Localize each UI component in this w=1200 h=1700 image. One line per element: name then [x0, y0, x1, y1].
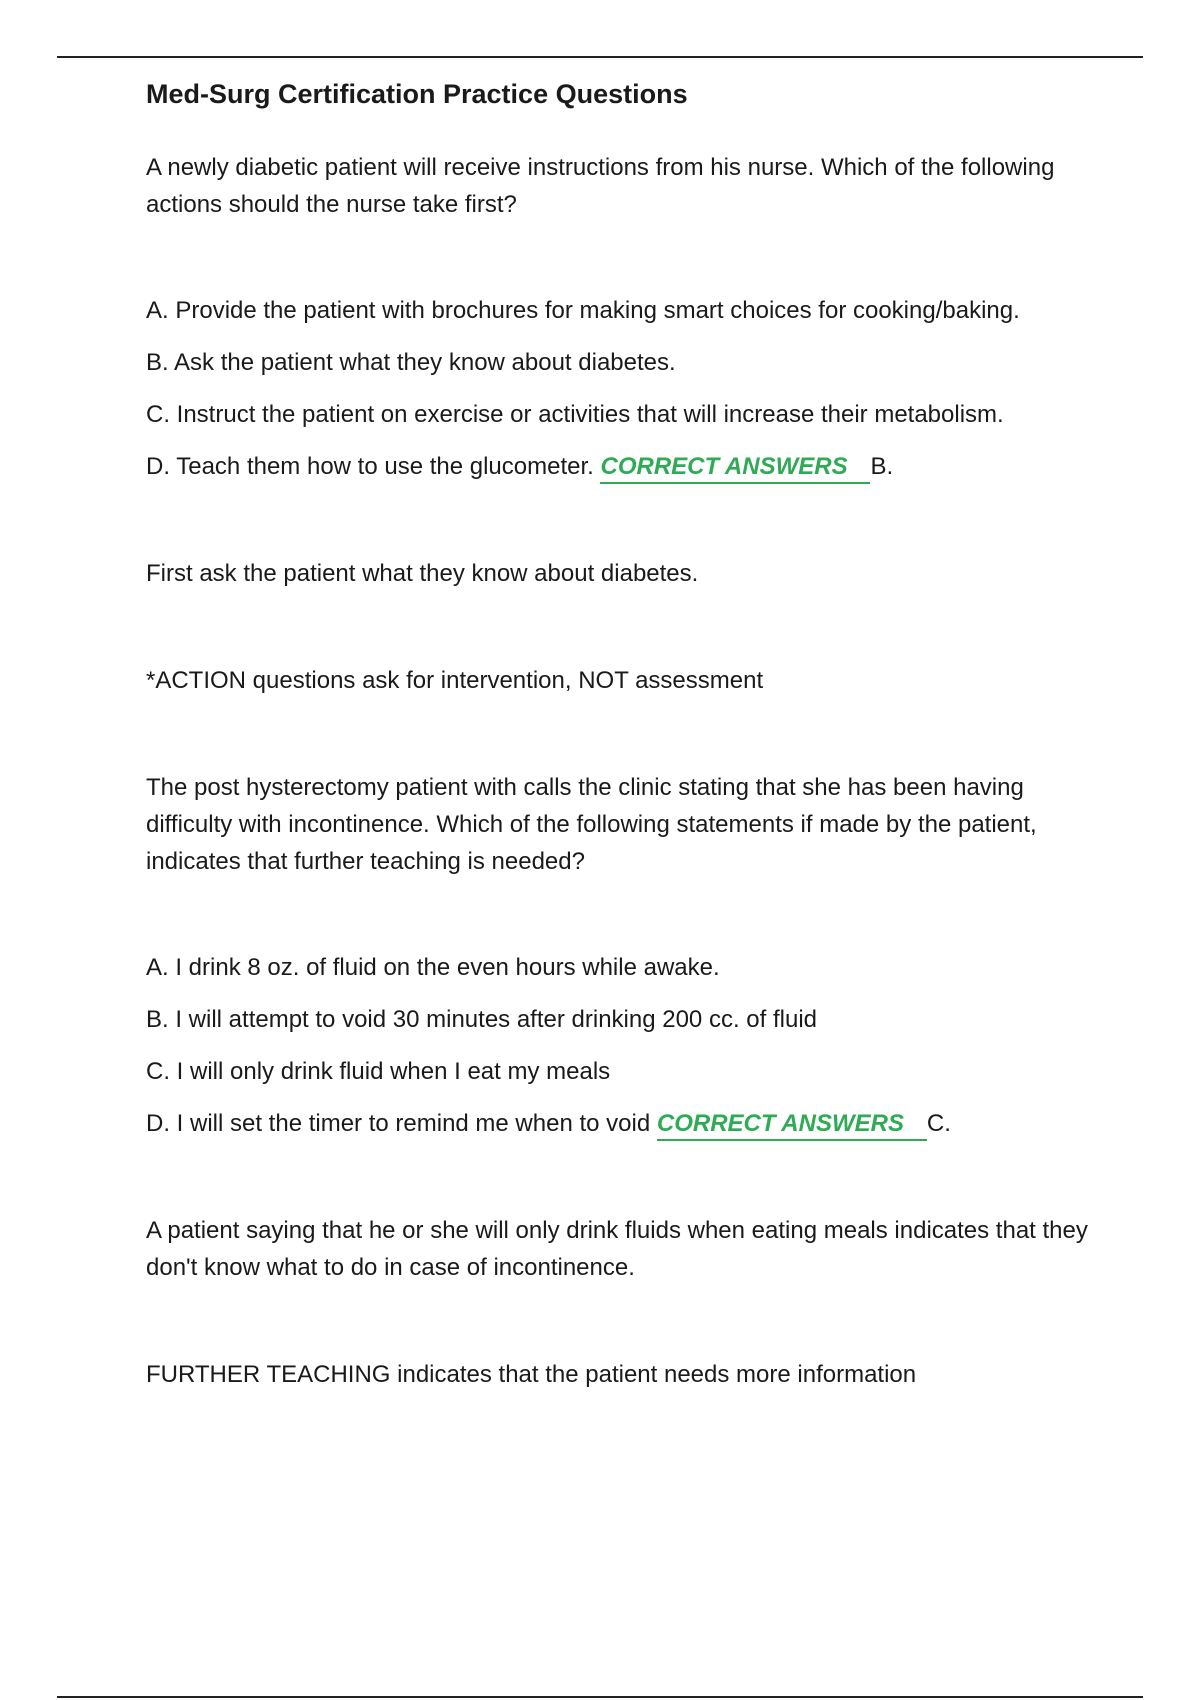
top-rule [57, 56, 1143, 58]
question-2-option-d [146, 1105, 1096, 1142]
question-1-option-c: C. Instruct the patient on exercise or activities that will increase their metabolism. [146, 401, 1004, 428]
question-2-option-b: B. I will attempt to void 30 minutes after drinking 200 cc. of fluid [146, 1006, 817, 1033]
question-1-option-b: B. Ask the patient what they know about diabetes. [146, 349, 676, 376]
question-1-option-d [146, 448, 1096, 485]
question-2-option-c: C. I will only drink fluid when I eat my meals [146, 1058, 611, 1085]
document-page [146, 74, 1096, 1393]
bottom-rule [57, 1696, 1143, 1698]
question-2-explanation: A patient saying that he or she will only drink fluids when eating meals indicates that they don't know what to do in case of incontinence. [146, 1217, 1088, 1281]
question-1-option-d-text: D. Teach them how to use the glucometer. [146, 453, 594, 480]
question-1-note: *ACTION questions ask for intervention, NOT assessment [146, 667, 764, 694]
question-1-answer: B. [870, 453, 894, 480]
page-title: Med-Surg Certification Practice Questions [146, 79, 688, 109]
question-2-answer: C. [926, 1110, 951, 1137]
question-2-stem: The post hysterectomy patient with calls the clinic stating that she has been having difficulty with incontinence. Which of the following statements if made by the patient, indicates that further teaching is needed? [146, 774, 1037, 875]
correct-answers-label: CORRECT ANSWERS [600, 452, 870, 484]
question-2-option-a: A. I drink 8 oz. of fluid on the even hours while awake. [146, 954, 720, 981]
question-2-note: FURTHER TEACHING indicates that the patient needs more information [146, 1361, 917, 1388]
question-1-stem: A newly diabetic patient will receive instructions from his nurse. Which of the following actions should the nurse take first? [146, 154, 1055, 218]
correct-answers-label: CORRECT ANSWERS [657, 1109, 927, 1141]
question-2-option-d-text: D. I will set the timer to remind me when to void [146, 1110, 651, 1137]
question-1-option-a: A. Provide the patient with brochures for making smart choices for cooking/baking. [146, 297, 1020, 324]
question-1-explanation: First ask the patient what they know about diabetes. [146, 560, 699, 587]
